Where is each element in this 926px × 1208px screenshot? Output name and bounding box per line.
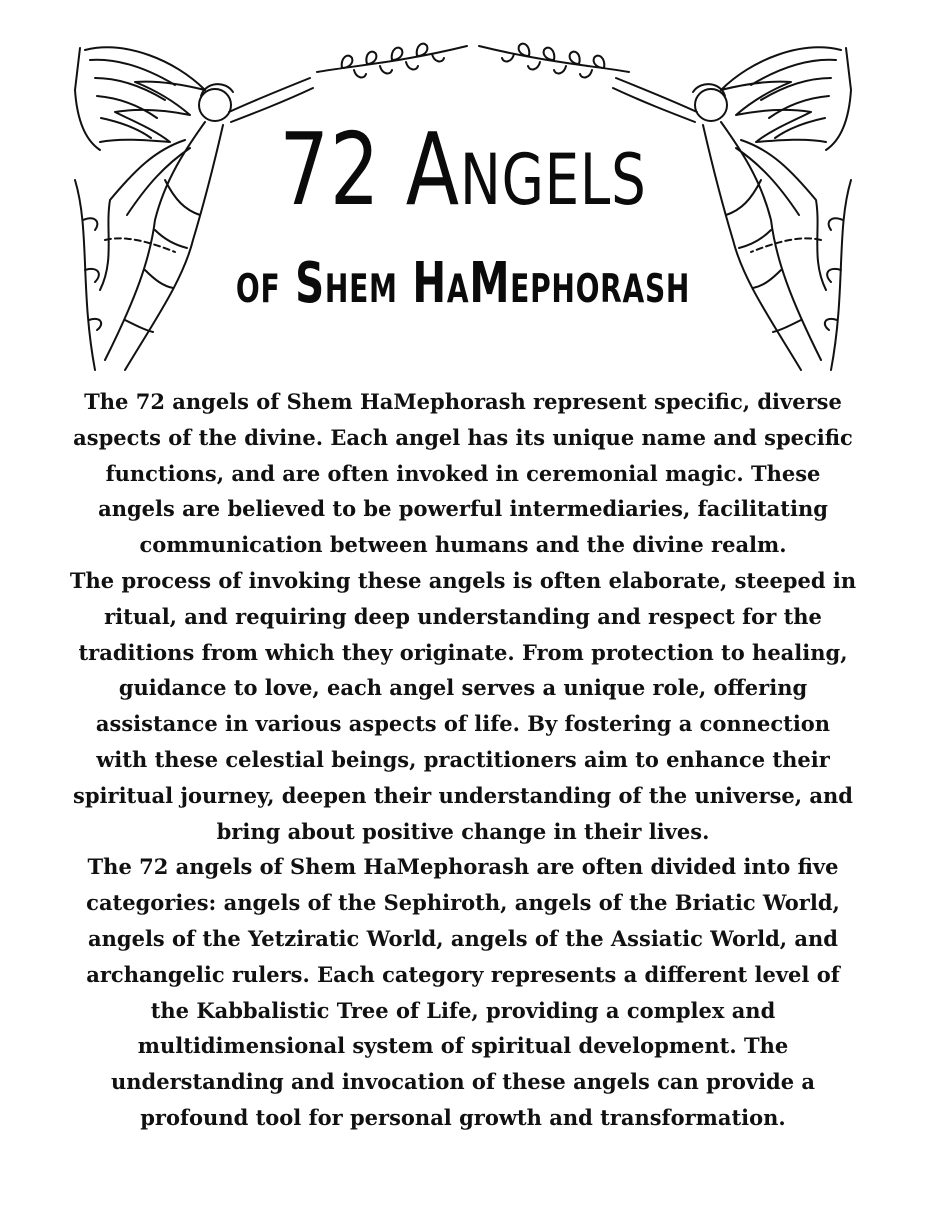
body-text [68,384,858,1136]
paragraph-2: The process of invoking these angels is often elaborate, steeped in ritual, and requiring deep understanding and respect for the traditions from which they originate. From protection to healing, guidance to love, each angel serves a unique role, offering assistance in various aspects of life. By fostering a connection with these celestial beings, practitioners aim to enhance their spiritual journey, deepen their understanding of the universe, and bring about positive change in their lives. [69,567,857,844]
olive-branch-left [312,36,472,82]
paragraph-1: The 72 angels of Shem HaMephorash represent specific, diverse aspects of the divine. Each angel has its unique name and specific functions, and are often invoked in ceremonial magic. These angels are believed to be powerful intermediaries, facilitating communication between humans and the divine realm. [73,389,853,558]
page-subtitle: of Shem HaMephorash [235,251,691,316]
paragraph-3: The 72 angels of Shem HaMephorash are often divided into five categories: angels of the Sephiroth, angels of the Briatic World, angels of the Yetziratic World, angels of the Assiatic World, and archangelic rulers. Each category represents a different level of the Kabbalistic Tree of Life, providing a complex and multidimensional system of spiritual development. The understanding and invocation of these angels can provide a profound tool for personal growth and transformation. [86,854,840,1130]
page-title: 72 Angels [279,111,647,228]
